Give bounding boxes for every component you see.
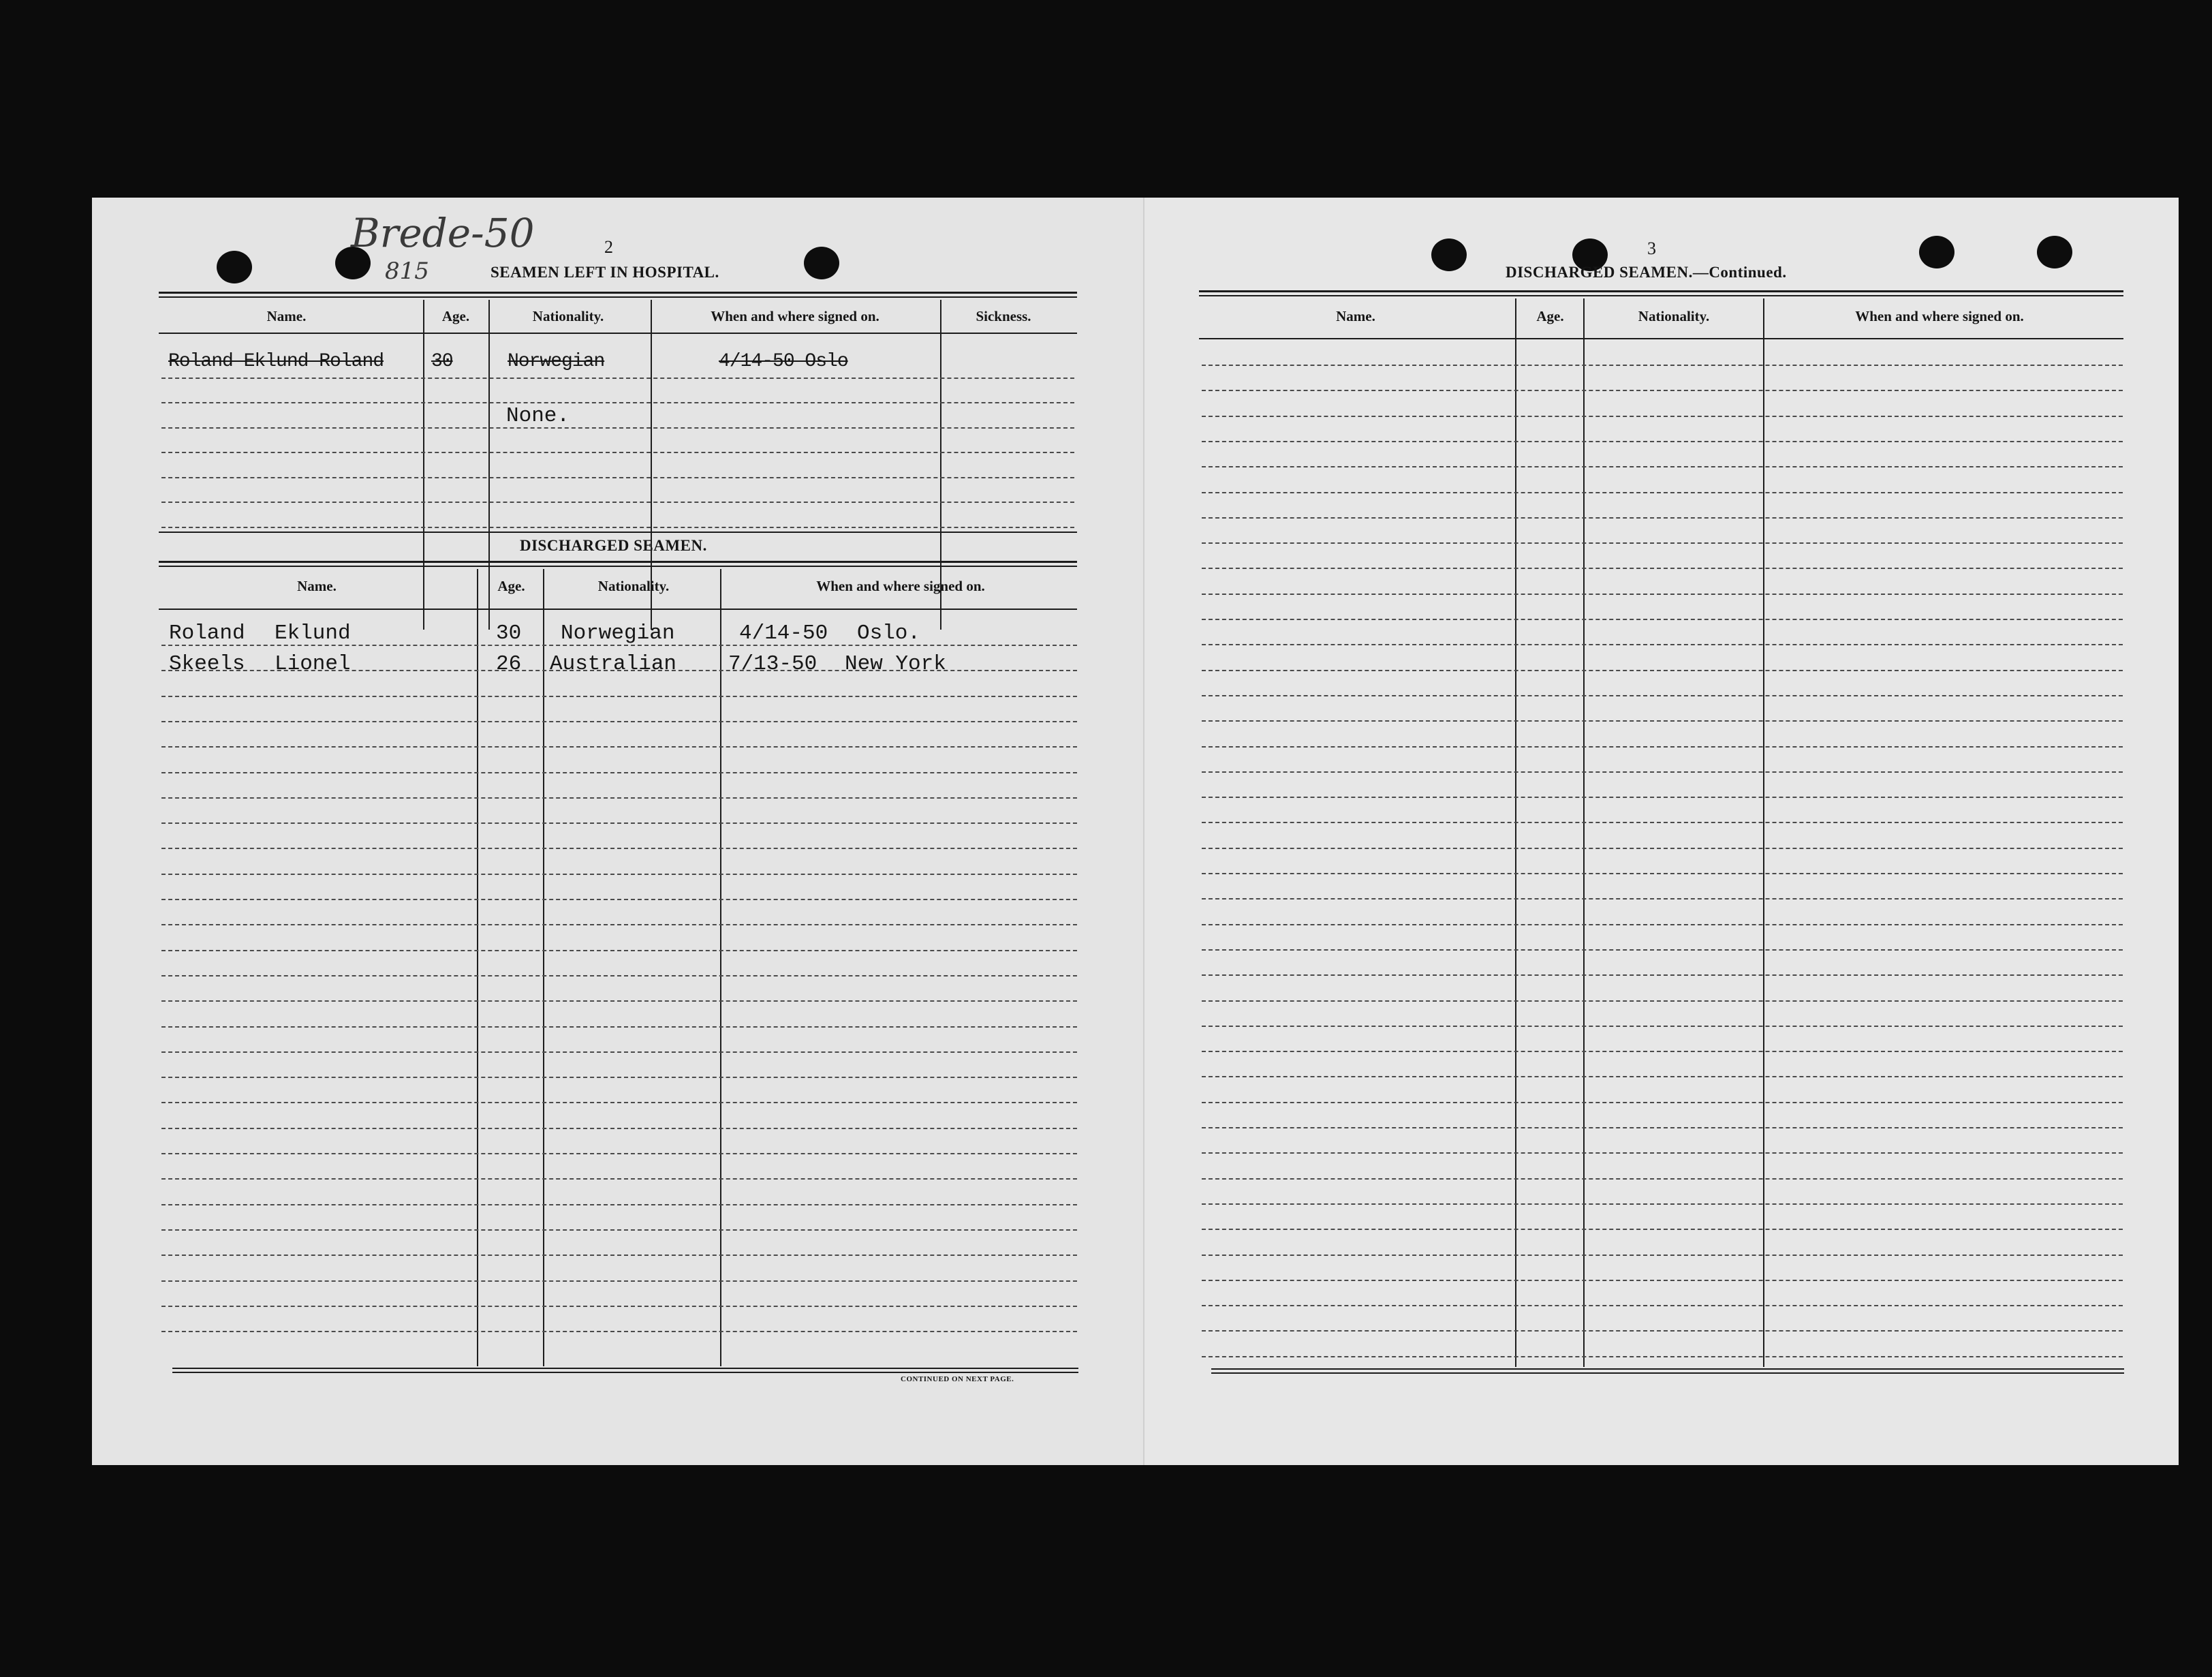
row-line xyxy=(161,975,1077,976)
discharged-section-title: DISCHARGED SEAMEN. xyxy=(520,537,707,554)
row-line xyxy=(1202,1203,2123,1205)
row-line xyxy=(161,427,1074,429)
struck-name: Roland Eklund Roland xyxy=(168,351,384,372)
row-line xyxy=(161,527,1074,528)
row-line xyxy=(161,1331,1077,1332)
table-top-rule xyxy=(159,561,1077,563)
row-line xyxy=(1202,848,2123,849)
row-line xyxy=(161,452,1074,453)
row-line xyxy=(161,772,1077,773)
row-line xyxy=(161,1306,1077,1307)
row2-nationality: Australian xyxy=(550,652,677,676)
col-header-signed-on: When and where signed on. xyxy=(1855,308,2024,324)
col-header-sickness: Sickness. xyxy=(976,308,1031,324)
row-line xyxy=(161,696,1077,697)
row-line xyxy=(1202,1255,2123,1256)
punch-hole xyxy=(1431,239,1467,271)
struck-nationality: Norwegian xyxy=(508,351,605,372)
row-line xyxy=(1202,390,2123,391)
row-line xyxy=(161,848,1077,849)
continued-note: CONTINUED ON NEXT PAGE. xyxy=(901,1375,1014,1383)
struck-signed-on: 4/14-50 Oslo xyxy=(719,351,848,372)
row1-date: 4/14-50 xyxy=(739,621,828,645)
row-line xyxy=(161,797,1077,799)
row-line xyxy=(161,1204,1077,1205)
row-line xyxy=(1202,873,2123,874)
row-line xyxy=(161,1000,1077,1002)
row2-place: New York xyxy=(845,652,946,676)
page-number: 2 xyxy=(604,237,613,257)
row1-place: Oslo. xyxy=(857,621,921,645)
row-line xyxy=(1202,644,2123,645)
hospital-section-title: SEAMEN LEFT IN HOSPITAL. xyxy=(490,264,719,281)
col-header-signed-on: When and where signed on. xyxy=(711,308,879,324)
row-line xyxy=(1202,797,2123,798)
row-line xyxy=(1202,1305,2123,1306)
row-line xyxy=(161,924,1077,925)
row-line xyxy=(161,378,1074,379)
row1-surname: Roland xyxy=(169,621,245,645)
row-line xyxy=(161,721,1077,722)
header-rule xyxy=(159,609,1077,610)
table-top-rule xyxy=(159,296,1077,298)
row1-nationality: Norwegian xyxy=(561,621,675,645)
col-header-nationality: Nationality. xyxy=(1638,308,1710,324)
col-header-name: Name. xyxy=(1336,308,1375,324)
section-rule xyxy=(159,532,1077,533)
row-line xyxy=(161,950,1077,951)
column-divider xyxy=(1583,298,1585,1367)
header-rule xyxy=(159,333,1077,334)
row-line xyxy=(1202,822,2123,823)
row1-age: 30 xyxy=(496,621,522,645)
row-line xyxy=(1202,974,2123,976)
row-line xyxy=(1202,466,2123,467)
row-line xyxy=(1202,949,2123,951)
row-line xyxy=(161,822,1077,824)
row-line xyxy=(1202,1076,2123,1077)
row-line xyxy=(1202,771,2123,773)
col-header-signed-on: When and where signed on. xyxy=(816,578,985,594)
table-bottom-rule xyxy=(1211,1372,2124,1374)
table-top-rule xyxy=(159,292,1077,294)
row2-date: 7/13-50 xyxy=(728,652,817,676)
row-line xyxy=(161,502,1074,503)
table-bottom-rule xyxy=(1211,1368,2124,1370)
row-line xyxy=(161,1128,1077,1129)
row-line xyxy=(1202,1152,2123,1154)
row-line xyxy=(1202,568,2123,569)
row-line xyxy=(1202,517,2123,519)
row-line xyxy=(1202,1000,2123,1002)
column-divider xyxy=(720,569,721,1366)
row-line xyxy=(1202,594,2123,595)
row-line xyxy=(161,1051,1077,1053)
row-line xyxy=(161,1026,1077,1028)
row2-surname: Skeels xyxy=(169,652,245,676)
row-line xyxy=(161,1280,1077,1282)
row-line xyxy=(1202,1330,2123,1332)
col-header-nationality: Nationality. xyxy=(597,578,670,594)
none-note: None. xyxy=(506,404,570,428)
row-line xyxy=(1202,924,2123,925)
row-line xyxy=(1202,1356,2123,1357)
row-line xyxy=(1202,1026,2123,1027)
row-line xyxy=(161,1153,1077,1154)
column-divider xyxy=(1763,298,1764,1367)
row-line xyxy=(161,402,1074,403)
row-line xyxy=(161,1102,1077,1103)
handwritten-annotation-2: 815 xyxy=(385,258,429,285)
table-top-rule xyxy=(1199,295,2123,296)
row-line xyxy=(161,746,1077,748)
row-line xyxy=(1202,416,2123,417)
row-line xyxy=(161,1077,1077,1078)
table-top-rule xyxy=(159,566,1077,567)
header-rule xyxy=(1199,338,2123,339)
row-line xyxy=(1202,670,2123,671)
right-page xyxy=(1144,198,2179,1465)
row-line xyxy=(1202,492,2123,493)
page-number: 3 xyxy=(1647,239,1656,258)
row2-given-name: Lionel xyxy=(275,652,351,676)
column-divider xyxy=(477,569,478,1366)
col-header-nationality: Nationality. xyxy=(532,308,604,324)
punch-hole xyxy=(804,247,839,279)
row-line xyxy=(161,1255,1077,1256)
row1-given-name: Eklund xyxy=(275,621,351,645)
row-line xyxy=(1202,1280,2123,1281)
table-top-rule xyxy=(1199,290,2123,292)
col-header-age: Age. xyxy=(441,308,470,324)
col-header-name: Name. xyxy=(266,308,307,324)
row-line xyxy=(161,477,1074,478)
punch-hole xyxy=(2037,236,2072,268)
col-header-age: Age. xyxy=(497,578,525,594)
punch-hole xyxy=(217,251,252,283)
row-line xyxy=(1202,542,2123,544)
col-header-age: Age. xyxy=(1536,308,1564,324)
row-line xyxy=(161,899,1077,900)
row-line xyxy=(1202,1051,2123,1052)
row-line xyxy=(1202,695,2123,696)
row-line xyxy=(1202,441,2123,442)
row-line xyxy=(1202,1127,2123,1128)
handwritten-annotation: Brede-50 xyxy=(351,210,535,256)
row-line xyxy=(1202,898,2123,899)
punch-hole xyxy=(1919,236,1954,268)
row-line xyxy=(1202,1178,2123,1180)
table-bottom-rule xyxy=(172,1372,1078,1373)
row-line xyxy=(1202,1229,2123,1230)
row-line xyxy=(1202,746,2123,748)
left-page xyxy=(92,198,1144,1465)
row-line xyxy=(1202,720,2123,722)
row-line xyxy=(1202,365,2123,366)
col-header-name: Name. xyxy=(297,578,337,594)
discharged-continued-title: DISCHARGED SEAMEN.—Continued. xyxy=(1506,264,1787,281)
row-line xyxy=(161,1178,1077,1180)
row-line xyxy=(161,1229,1077,1231)
struck-age: 30 xyxy=(431,351,453,372)
row-line xyxy=(161,874,1077,875)
row2-age: 26 xyxy=(496,652,522,676)
row-line xyxy=(1202,1102,2123,1103)
column-divider xyxy=(543,569,544,1366)
document-spread xyxy=(92,198,2179,1465)
row-line xyxy=(1202,619,2123,620)
column-divider xyxy=(1515,298,1516,1367)
table-bottom-rule xyxy=(172,1368,1078,1369)
